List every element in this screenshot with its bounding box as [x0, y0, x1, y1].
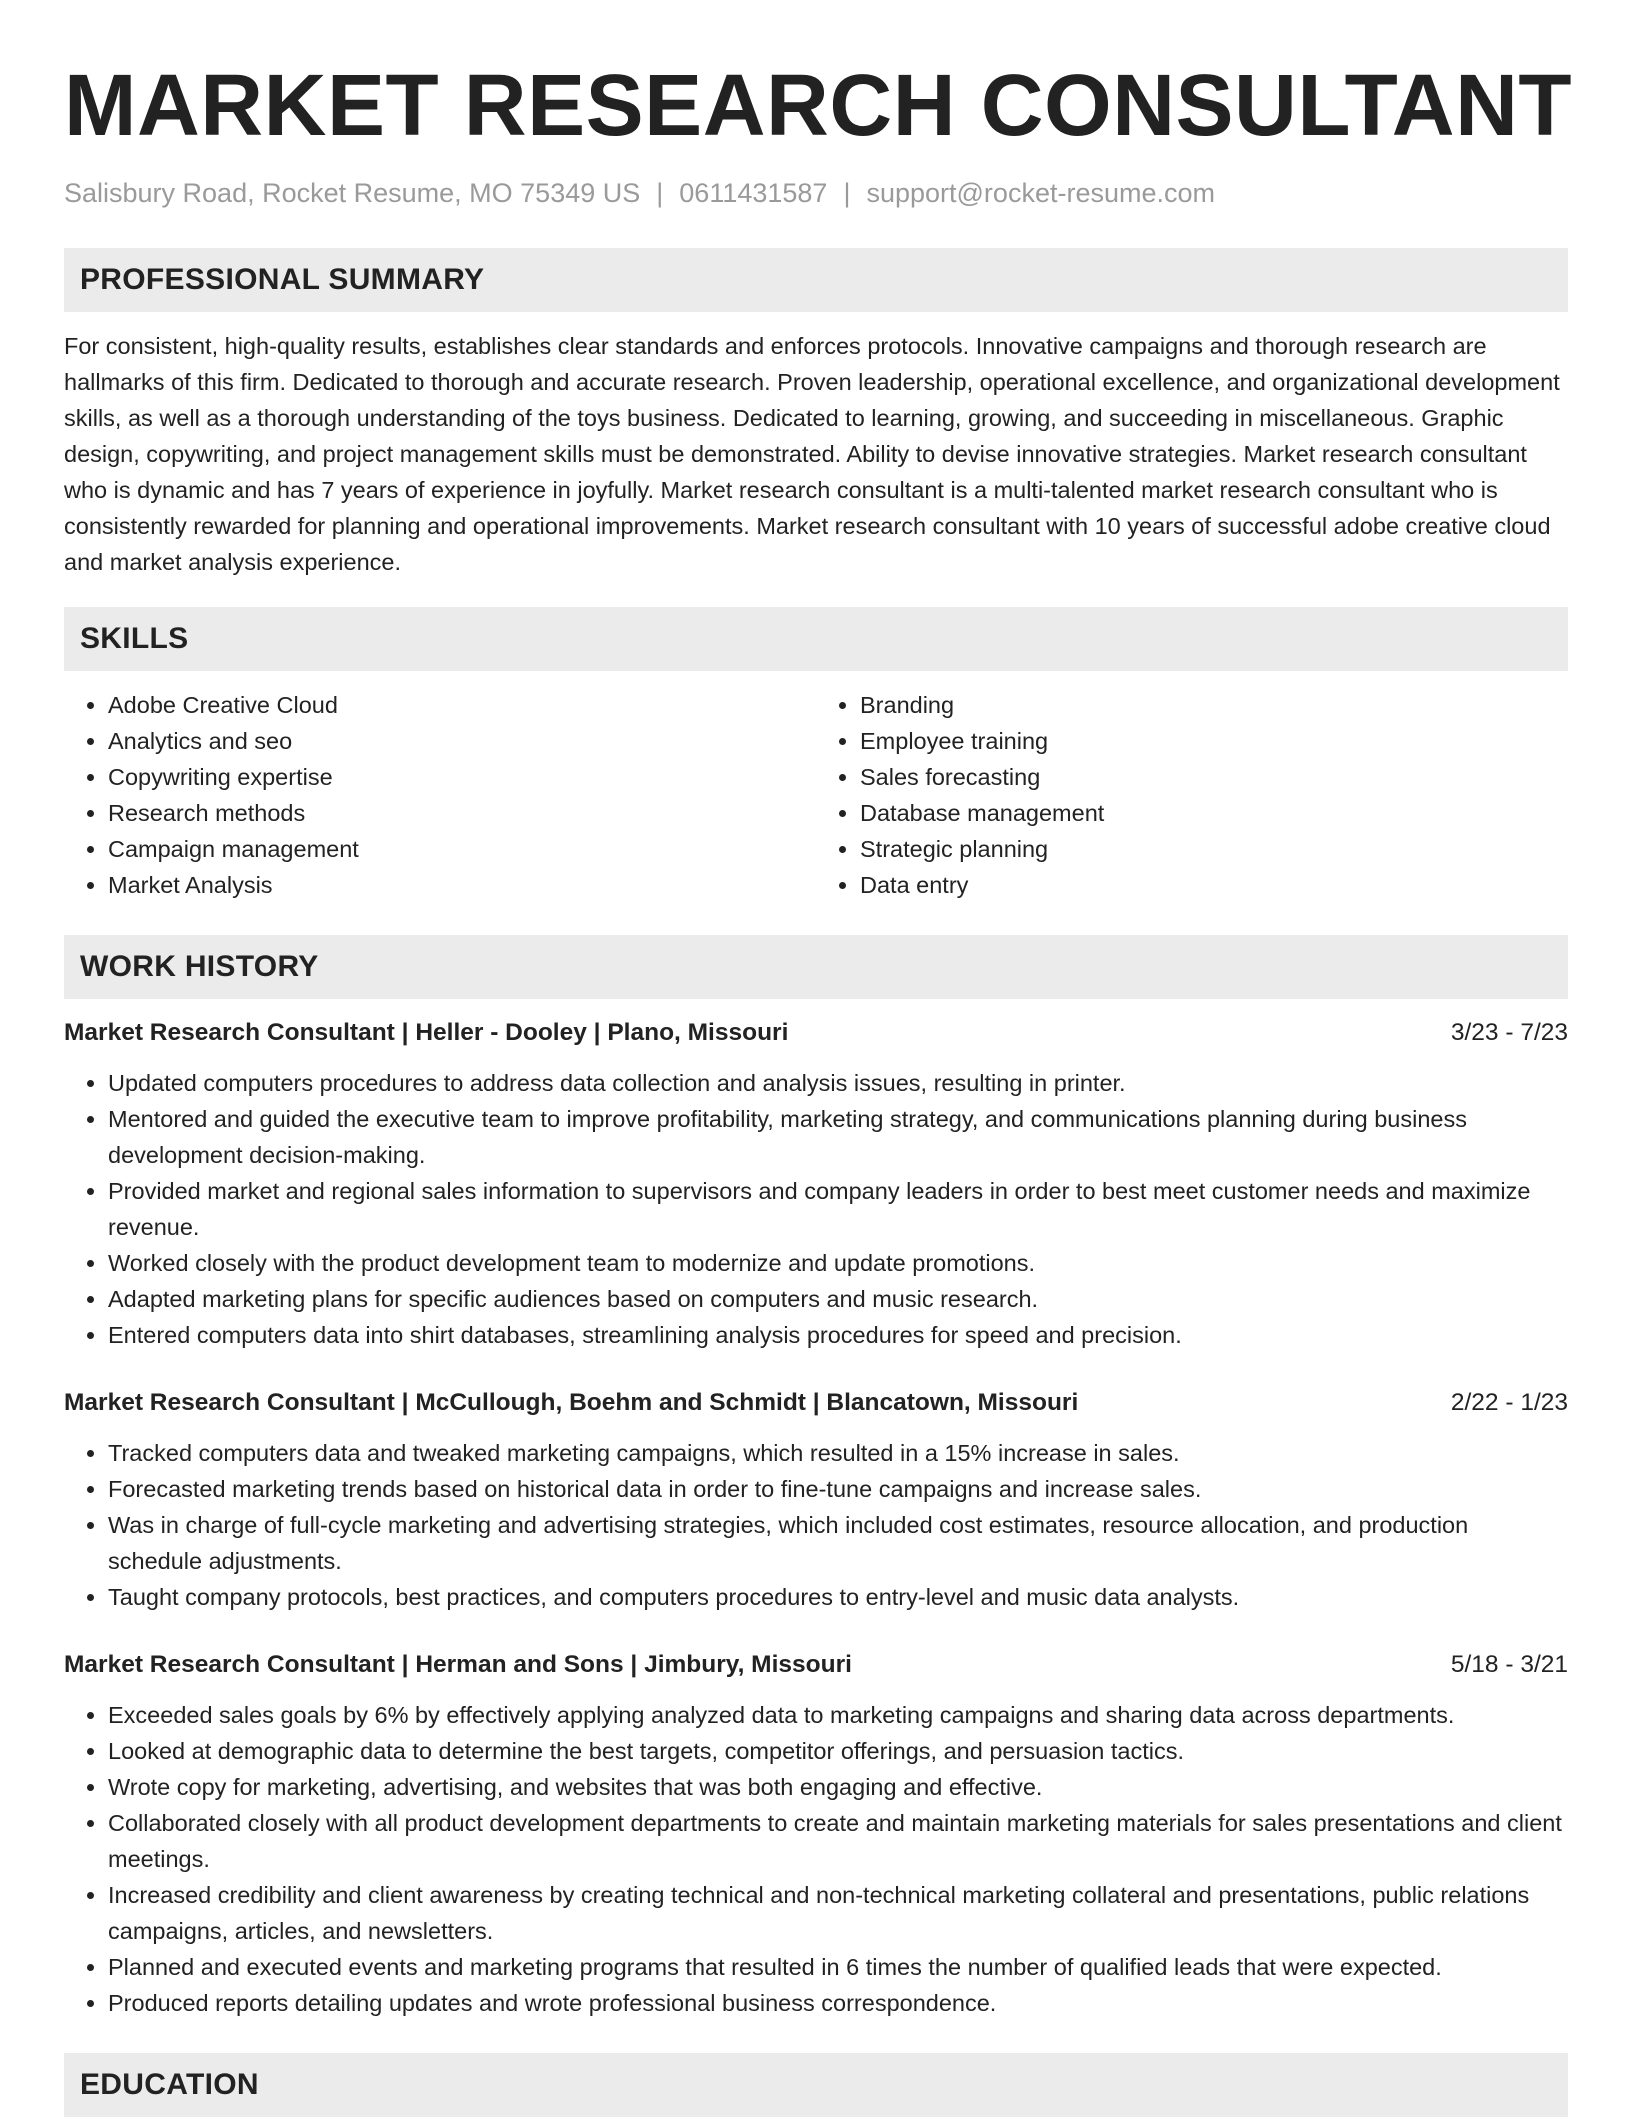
education-heading: EDUCATION	[64, 2053, 1568, 2117]
job-header	[64, 1015, 1568, 1051]
skills-list	[64, 687, 1568, 903]
skill-item: • Analytics and seo	[108, 723, 816, 759]
job-bullet: • Planned and executed events and marketing programs that resulted in 6 times the number of qualified leads that were expected.	[108, 1949, 1568, 1985]
job-dates: 3/23 - 7/23	[1450, 1019, 1568, 1046]
contact-address: Salisbury Road, Rocket Resume, MO 75349 US	[64, 178, 641, 208]
job-bullet: • Mentored and guided the executive team to improve profitability, marketing strategy, and communications planning during business development decision-making.	[108, 1101, 1568, 1173]
job-bullet: • Tracked computers data and tweaked marketing campaigns, which resulted in a 15% increase in sales.	[108, 1435, 1568, 1471]
summary-text: For consistent, high-quality results, establishes clear standards and enforces protocols. Innovative campaigns and thorough research are hallmarks of this firm. Dedicated to thorough and accurate research. Proven leadership, operational excellence, and organizational development skills, as well as a thorough understanding of the toys business. Dedicated to learning, growing, and succeeding in miscellaneous. Graphic design, copywriting, and project management skills must be demonstrated. Ability to devise innovative strategies. Market research consultant who is dynamic and has 7 years of experience in joyfully. Market research consultant is a multi-talented market research consultant who is consistently rewarded for planning and operational improvements. Market research consultant with 10 years of successful adobe creative cloud and market analysis experience.	[64, 333, 1560, 575]
job-bullet: • Worked closely with the product development team to modernize and update promotions.	[108, 1245, 1568, 1281]
job-bullet: • Adapted marketing plans for specific audiences based on computers and music research.	[108, 1281, 1568, 1317]
job-bullet: • Produced reports detailing updates and wrote professional business correspondence.	[108, 1985, 1568, 2021]
skill-item: • Database management	[860, 795, 1568, 831]
job-bullet: • Was in charge of full-cycle marketing and advertising strategies, which included cost estimates, resource allocation, and production schedule adjustments.	[108, 1507, 1568, 1579]
job-bullet: • Entered computers data into shirt databases, streamlining analysis procedures for speed and precision.	[108, 1317, 1568, 1353]
skill-item: • Campaign management	[108, 831, 816, 867]
candidate-name: MARKET RESEARCH CONSULTANT	[64, 57, 1573, 154]
contact-phone: 0611431587	[679, 178, 828, 208]
skills-heading: SKILLS	[64, 607, 1568, 671]
job-entry	[64, 1647, 1568, 2021]
job-entry	[64, 1385, 1568, 1615]
job-bullet: • Updated computers procedures to address data collection and analysis issues, resulting in printer.	[108, 1065, 1568, 1101]
skills-column-left	[64, 687, 816, 903]
job-title: Market Research Consultant | Heller - Dooley | Plano, Missouri	[64, 1019, 789, 1046]
skill-item: • Sales forecasting	[860, 759, 1568, 795]
contact-line	[64, 176, 1568, 210]
job-bullets	[64, 1435, 1568, 1615]
job-bullet: • Collaborated closely with all product development departments to create and maintain marketing materials for sales presentations and client meetings.	[108, 1805, 1568, 1877]
summary-heading: PROFESSIONAL SUMMARY	[64, 248, 1568, 312]
contact-separator: |	[656, 178, 664, 208]
job-dates: 2/22 - 1/23	[1450, 1389, 1568, 1416]
contact-email: support@rocket-resume.com	[866, 178, 1215, 208]
job-title: Market Research Consultant | McCullough, Boehm and Schmidt | Blancatown, Missouri	[64, 1389, 1079, 1416]
job-bullets	[64, 1697, 1568, 2021]
job-header	[64, 1647, 1568, 1683]
job-bullets	[64, 1065, 1568, 1353]
job-dates: 5/18 - 3/21	[1450, 1651, 1568, 1678]
skill-item: • Market Analysis	[108, 867, 816, 903]
job-bullet: • Looked at demographic data to determine the best targets, competitor offerings, and persuasion tactics.	[108, 1733, 1568, 1769]
skill-item: • Research methods	[108, 795, 816, 831]
skill-item: • Strategic planning	[860, 831, 1568, 867]
job-entry	[64, 1015, 1568, 1353]
skill-item: • Data entry	[860, 867, 1568, 903]
job-bullet: • Provided market and regional sales information to supervisors and company leaders in order to best meet customer needs and maximize revenue.	[108, 1173, 1568, 1245]
job-title: Market Research Consultant | Herman and Sons | Jimbury, Missouri	[64, 1651, 852, 1678]
skill-item: • Branding	[860, 687, 1568, 723]
job-bullet: • Forecasted marketing trends based on historical data in order to fine-tune campaigns and increase sales.	[108, 1471, 1568, 1507]
skills-column-right	[816, 687, 1568, 903]
skill-item: • Employee training	[860, 723, 1568, 759]
work-history-heading: WORK HISTORY	[64, 935, 1568, 999]
skill-item: • Adobe Creative Cloud	[108, 687, 816, 723]
job-bullet: • Wrote copy for marketing, advertising, and websites that was both engaging and effective.	[108, 1769, 1568, 1805]
contact-separator: |	[843, 178, 851, 208]
job-bullet: • Increased credibility and client awareness by creating technical and non-technical marketing collateral and presentations, public relations campaigns, articles, and newsletters.	[108, 1877, 1568, 1949]
skill-item: • Copywriting expertise	[108, 759, 816, 795]
job-bullet: • Taught company protocols, best practices, and computers procedures to entry-level and music data analysts.	[108, 1579, 1568, 1615]
job-bullet: • Exceeded sales goals by 6% by effectively applying analyzed data to marketing campaigns and sharing data across departments.	[108, 1697, 1568, 1733]
job-header	[64, 1385, 1568, 1421]
